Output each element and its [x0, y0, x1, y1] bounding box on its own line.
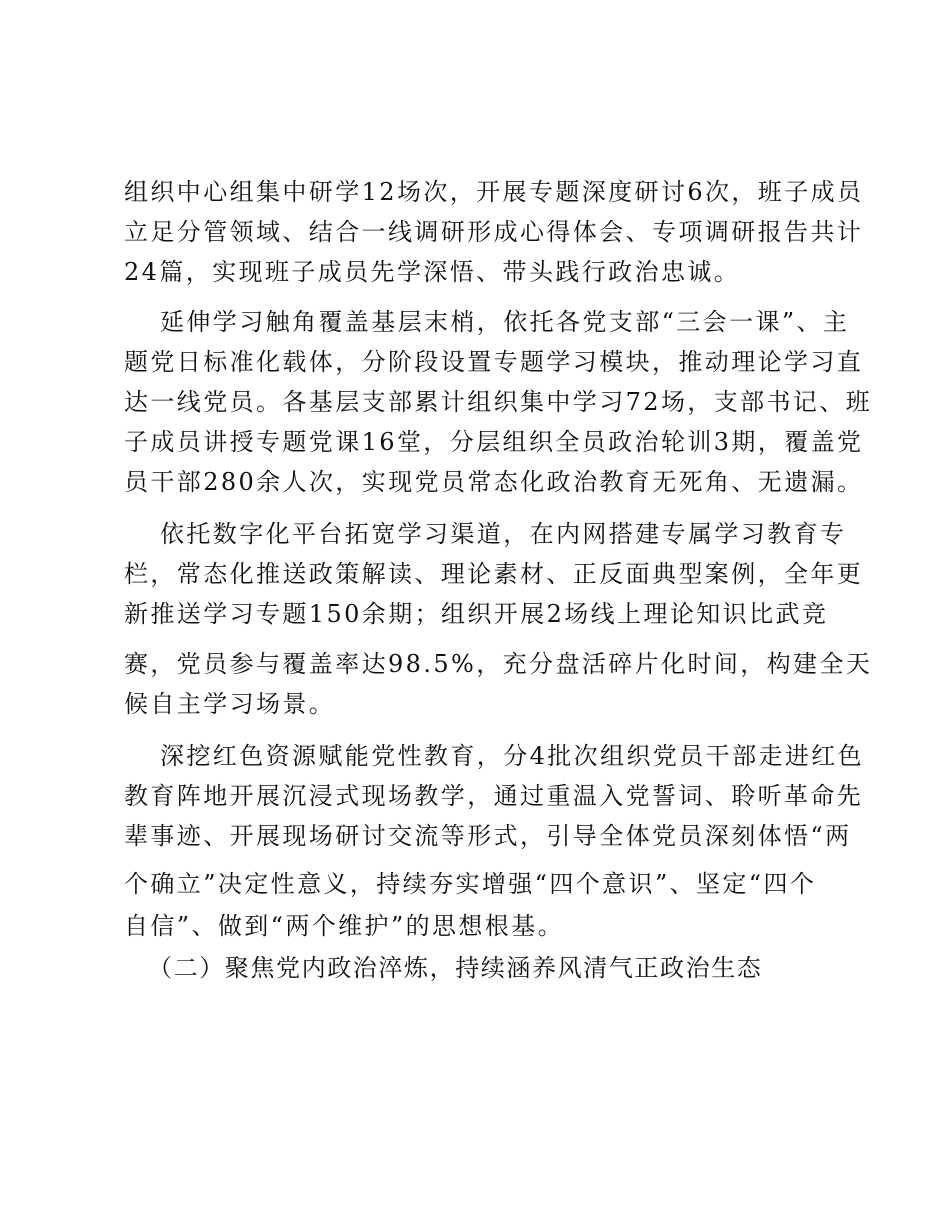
paragraph-line: 栏，常态化推送政策解读、理论素材、正反面典型案例，全年更: [124, 560, 864, 588]
paragraph-line: 依托数字化平台拓宽学习渠道，在内网搭建专属学习教育专: [160, 520, 847, 548]
paragraph-line: 延伸学习触角覆盖基层末梢，依托各党支部“三会一课”、主: [160, 308, 850, 336]
paragraph-line: 辈事迹、开展现场研讨交流等形式，引导全体党员深刻体悟“两: [124, 822, 852, 850]
paragraph-line: 教育阵地开展沉浸式现场教学，通过重温入党誓词、聆听革命先: [124, 782, 864, 810]
paragraph-line: 组织中心组集中研学12场次，开展专题深度研讨6次，班子成员: [124, 178, 864, 206]
paragraph-line: 深挖红色资源赋能党性教育，分4批次组织党员干部走进红色: [160, 742, 865, 770]
paragraph-line: 新推送学习专题150余期；组织开展2场线上理论知识比武竞: [124, 600, 829, 628]
paragraph-line: 自信”、做到“两个维护”的思想根基。: [124, 912, 565, 940]
section-heading: （二）聚焦党内政治淬炼，持续涵养风清气正政治生态: [148, 954, 763, 982]
paragraph-line: 赛，党员参与覆盖率达98.5%，充分盘活碎片化时间，构建全天: [124, 650, 873, 678]
paragraph-line: 24篇，实现班子成员先学深悟、带头践行政治忠诚。: [124, 258, 741, 286]
paragraph-line: 候自主学习场景。: [124, 690, 336, 718]
paragraph-line: 达一线党员。各基层支部累计组织集中学习72场，支部书记、班: [124, 388, 873, 416]
paragraph-line: 立足分管领域、结合一线调研形成心得体会、专项调研报告共计: [124, 218, 864, 246]
paragraph-line: 题党日标准化载体，分阶段设置专题学习模块，推动理论学习直: [124, 348, 864, 376]
paragraph-line: 子成员讲授专题党课16堂，分层组织全员政治轮训3期，覆盖党: [124, 428, 864, 456]
paragraph-line: 个确立”决定性意义，持续夯实增强“四个意识”、坚定“四个: [124, 870, 817, 898]
paragraph-line: 员干部280余人次，实现党员常态化政治教育无死角、无遗漏。: [124, 468, 864, 496]
